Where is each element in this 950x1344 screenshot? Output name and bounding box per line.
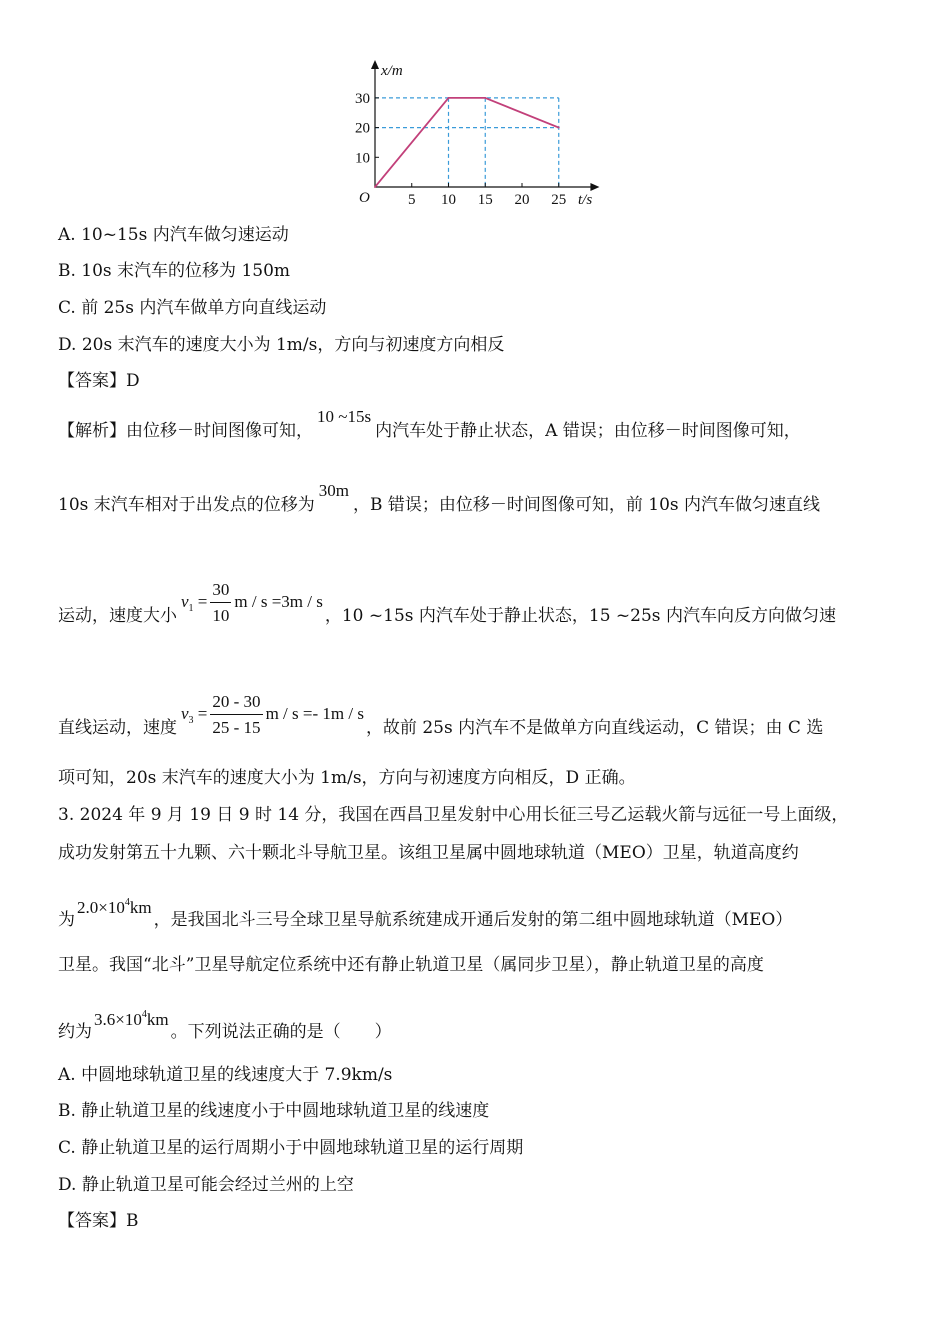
q2-option-a: A. 10~15s 内汽车做匀速运动 [58,225,289,245]
v3-formula [181,692,364,738]
q2-option-b: B. 10s 末汽车的位移为 150m [58,261,291,281]
height-unit: km [146,1010,169,1029]
v3-equals: = [197,703,208,723]
q2-explanation-line-3 [58,580,836,640]
x-axis-arrow [590,183,599,191]
q3-stem-line-2: 成功发射第五十九颗、六十颗北斗导航卫星。该组卫星属中圆地球轨道（MEO）卫星，轨道高度约 [58,843,799,863]
q3-stem-line-5 [58,1009,392,1043]
q2-expl-text: 【解析】由位移－时间图像可知， [58,421,313,441]
v3-result: m / s =- 1m / s [265,703,364,723]
q2-expl-math: 10 ~15s [317,407,372,426]
x-tick-label: 5 [408,192,416,208]
q3-stem-line-1: 3. 2024 年 9 月 19 日 9 时 14 分，我国在西昌卫星发射中心用长征三号乙运载火箭与远征一号上面级， [58,805,849,825]
y-tick-label: 30 [355,90,370,107]
q2-option-c: C. 前 25s 内汽车做单方向直线运动 [58,298,327,318]
v1-fraction [210,580,231,626]
q2-option-d: D. 20s 末汽车的速度大小为 1m/s，方向与初速度方向相反 [58,335,505,355]
q2-expl-text: 直线运动，速度 [58,717,177,738]
q2-explanation-line-1 [58,407,801,442]
q3-option-c: C. 静止轨道卫星的运行周期小于中圆地球轨道卫星的运行周期 [58,1138,524,1158]
q2-expl-text: ，故前 25s 内汽车不是做单方向直线运动，C 错误；由 C 选 [365,717,824,738]
q3-stem-text: ，是我国北斗三号全球卫星导航系统建成开通后发射的第二组中圆地球轨道（MEO） [153,910,793,930]
q3-stem-text: 为 [58,910,75,930]
q2-expl-math: 30m [318,481,349,500]
q2-expl-text: 运动，速度大小 [58,605,177,626]
height-exponent: 4 [141,1009,147,1020]
q2-expl-text: 内汽车处于静止状态，A 错误；由位移－时间图像可知， [375,421,801,441]
q3-stem-text: 。下列说法正确的是（ ） [170,1022,392,1042]
v1-numerator: 30 [210,580,231,603]
geo-orbit-height [94,1004,169,1031]
v1-subscript: 1 [188,602,194,614]
q3-stem-line-3 [58,897,793,931]
v1-equals: = [197,591,208,611]
y-tick-label: 10 [355,150,370,167]
chart-guides [375,98,559,187]
height-times: ×10 [115,1010,142,1029]
q3-option-a: A. 中圆地球轨道卫星的线速度大于 7.9km/s [58,1065,393,1085]
series-segment [375,98,449,187]
q3-answer: 【答案】B [58,1211,139,1231]
v3-denominator: 25 - 15 [212,718,261,737]
mid-orbit-height [77,892,152,919]
q3-option-b: B. 静止轨道卫星的线速度小于中圆地球轨道卫星的线速度 [58,1101,490,1121]
q2-answer: 【答案】D [58,371,140,391]
q3-option-d: D. 静止轨道卫星可能会经过兰州的上空 [58,1175,354,1195]
v3-symbol: v [181,703,189,723]
y-tick-label: 20 [355,120,370,137]
x-tick-label: 20 [514,192,530,208]
q3-stem-text: 约为 [58,1022,92,1042]
v3-fraction [210,692,262,738]
chart-origin-label: O [359,190,370,206]
chart-ticks [355,91,566,208]
v3-subscript: 3 [188,714,194,726]
height-mantissa: 3.6 [94,1010,116,1029]
chart-xlabel: t/s [578,192,593,208]
v1-denominator: 10 [212,606,230,625]
series-segment [485,98,559,128]
v1-formula [181,580,323,626]
chart-ylabel: x/m [381,63,403,79]
q2-expl-text: 10s 末汽车相对于出发点的位移为 [58,495,315,515]
height-mantissa: 2.0 [77,898,99,917]
height-unit: km [129,898,152,917]
q2-explanation-line-4 [58,692,824,752]
q2-explanation-line-5: 项可知，20s 末汽车的速度大小为 1m/s，方向与初速度方向相反，D 正确。 [58,768,636,788]
height-exponent: 4 [124,897,130,908]
q2-expl-text: ，B 错误；由位移－时间图像可知，前 10s 内汽车做匀速直线 [353,495,821,515]
chart-series [375,98,559,187]
y-axis-arrow [371,60,379,69]
x-tick-label: 10 [441,192,456,208]
q2-expl-text: ，10 ~15s 内汽车处于静止状态，15 ~25s 内汽车向反方向做匀速 [324,605,836,626]
v3-numerator: 20 - 30 [210,692,262,715]
v1-result: m / s =3m / s [234,591,323,611]
x-tick-label: 15 [477,192,493,208]
v1-symbol: v [181,591,189,611]
height-times: ×10 [98,898,125,917]
x-tick-label: 25 [551,192,567,208]
displacement-time-chart [345,58,605,213]
q3-stem-line-4: 卫星。我国“北斗”卫星导航定位系统中还有静止轨道卫星（属同步卫星），静止轨道卫星的高度 [58,955,764,975]
q2-explanation-line-2 [58,481,821,516]
